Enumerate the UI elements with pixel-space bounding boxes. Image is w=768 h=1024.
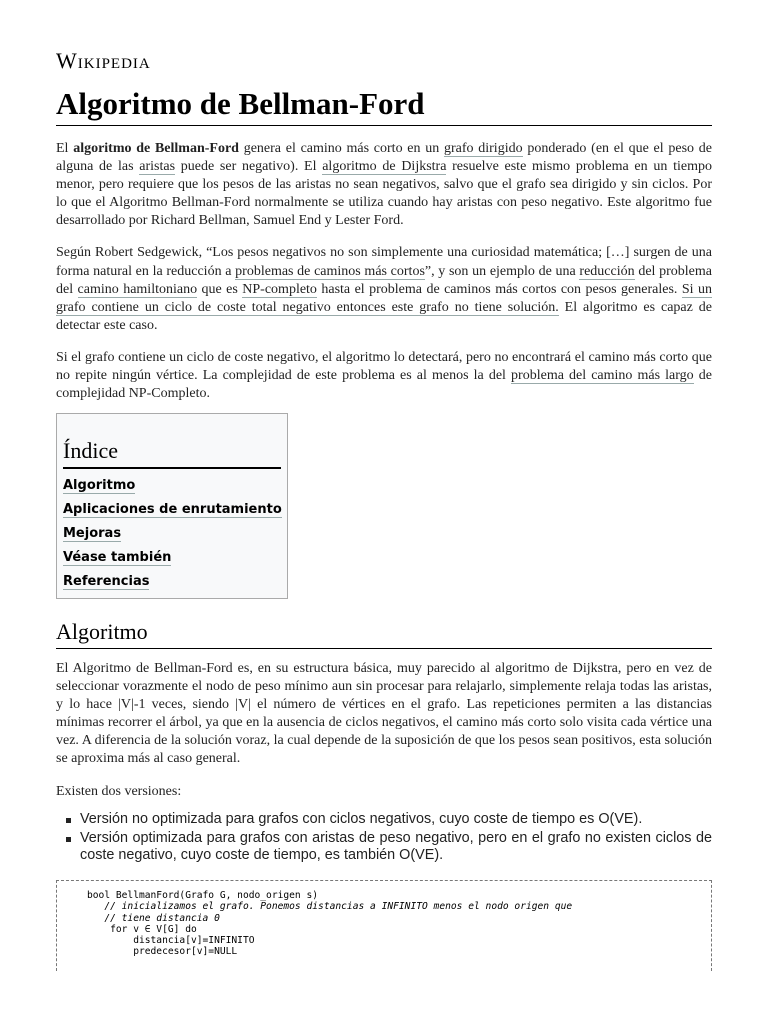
- versions-list: [56, 811, 712, 864]
- code-line: for v ∈ V[G] do: [87, 923, 197, 935]
- link-aristas[interactable]: aristas: [139, 159, 176, 175]
- page-title: Algoritmo de Bellman-Ford: [56, 86, 712, 126]
- link-dijkstra[interactable]: algoritmo de Dijkstra: [322, 159, 447, 175]
- wikipedia-logo[interactable]: Wikipedia: [56, 48, 151, 73]
- intro-paragraph-1: El algoritmo de Bellman-Ford genera el camino más corto en un grafo dirigido ponderado (en el que el peso de alguna de las aristas puede ser negativo). El algoritmo de Dijkstra resuelve este mismo problema en un tiempo menor, pero requiere que los pesos de las aristas no sean negativos, salvo que el grafo sea dirigido y sin ciclos. Por lo que el Algoritmo Bellman-Ford normalmente se utiliza cuando hay aristas con peso negativo. Este algoritmo fue desarrollado por Richard Bellman, Samuel End y Lester Ford.: [56, 141, 712, 229]
- code-line: distancia[v]=INFINITO: [87, 935, 255, 947]
- intro-paragraph-3: Si el grafo contiene un ciclo de coste negativo, el algoritmo lo detectará, pero no encontrará el camino más corto que no repite ningún vértice. La complejidad de este problema es al menos la del problema del camino más largo de complejidad NP-Completo.: [56, 349, 712, 402]
- section-paragraph-2: Existen dos versiones:: [56, 783, 182, 799]
- code-line: bool BellmanFord(Grafo G, nodo_origen s): [87, 890, 319, 901]
- list-item: Versión optimizada para grafos con aristas de peso negativo, pero en el grafo no existen ciclos de coste negativo, cuyo coste de tiempo, es también O(VE).: [80, 829, 712, 863]
- section-paragraph-1: El Algoritmo de Bellman-Ford es, en su estructura básica, muy parecido al algoritmo de Dijkstra, pero en vez de seleccionar vorazmente el nodo de peso mínimo aun sin procesar para relajarlo, simplemente relaja todas las aristas, y lo hace |V|-1 veces, siendo |V| el número de vértices en el grafo. Las repeticiones permiten a las distancias mínimas recorrer el árbol, ya que en la ausencia de ciclos negativos, el camino más corto solo visita cada vértice una vez. A diferencia de la solución voraz, la cual depende de la suposición de que los pesos sean positivos, esta solución se aproxima más al caso general.: [56, 661, 712, 767]
- toc-list: [63, 476, 282, 596]
- link-grafo-dirigido[interactable]: grafo dirigido: [443, 141, 523, 156]
- toc-item-referencias[interactable]: Referencias: [63, 574, 150, 589]
- section-algoritmo: [56, 660, 712, 866]
- code-line: predecesor[v]=NULL: [87, 946, 238, 958]
- code-comment-line: // tiene distancia 0: [87, 912, 220, 924]
- link-np-completo[interactable]: NP-completo: [242, 281, 317, 297]
- toc-item-mejoras[interactable]: Mejoras: [63, 526, 122, 541]
- list-item: Versión no optimizada para grafos con ciclos negativos, cuyo coste de tiempo es O(VE).: [80, 811, 712, 828]
- toc-item-algoritmo[interactable]: Algoritmo: [63, 478, 136, 493]
- section-heading-algoritmo: Algoritmo: [56, 619, 712, 649]
- link-caminos-mas-cortos[interactable]: problemas de caminos más cortos: [235, 263, 425, 279]
- intro: [56, 140, 712, 403]
- link-camino-hamiltoniano[interactable]: camino hamiltoniano: [77, 281, 198, 297]
- link-ciclo-negativo[interactable]: Si un grafo contiene un ciclo de coste total negativo entonces este grafo no tiene solución.: [56, 281, 712, 315]
- toc-item-vease-tambien[interactable]: Véase también: [63, 550, 172, 565]
- intro-paragraph-2: Según Robert Sedgewick, “Los pesos negativos no son simplemente una curiosidad matemática; […] surgen de una forma natural en la reducción a problemas de caminos más cortos”, y son un ejemplo de una reducción del problema del camino hamiltoniano que es NP-completo hasta el problema de caminos más cortos con pesos generales. Si un grafo contiene un ciclo de coste total negativo entonces este grafo no tiene solución. El algoritmo es capaz de detectar este caso.: [56, 245, 713, 333]
- link-reduccion[interactable]: reducción: [579, 263, 635, 279]
- link-camino-mas-largo[interactable]: problema del camino más largo: [511, 368, 694, 384]
- bold-term: algoritmo de Bellman-Ford: [73, 141, 239, 156]
- toc-item-aplicaciones[interactable]: Aplicaciones de enrutamiento: [63, 502, 282, 517]
- code-comment-line: // inicializamos el grafo. Ponemos distancias a INFINITO menos el nodo origen que: [87, 901, 573, 913]
- toc-title: Índice: [63, 438, 281, 469]
- code-block: [56, 880, 712, 971]
- table-of-contents: [56, 413, 288, 599]
